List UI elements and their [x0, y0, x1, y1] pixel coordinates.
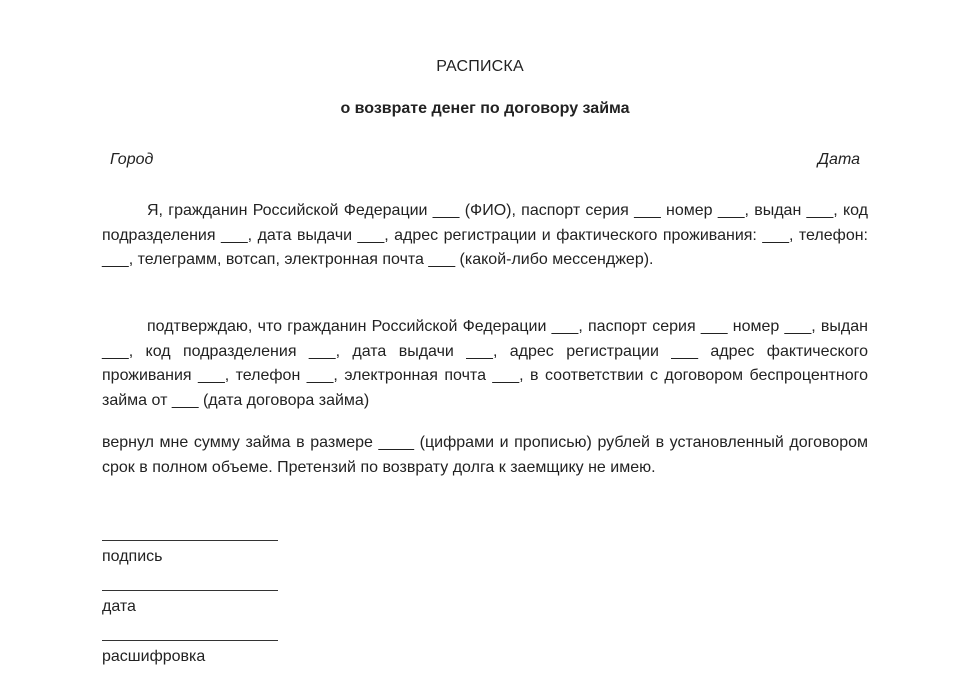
signature-date-label: дата — [102, 598, 136, 615]
document-title: РАСПИСКА — [436, 58, 524, 75]
signature-decoding-label: расшифровка — [102, 648, 206, 665]
signature-decoding-line — [102, 640, 278, 641]
signature-label: подпись — [102, 548, 163, 565]
document-subtitle: о возврате денег по договору займа — [340, 100, 630, 117]
paragraph-lender: Я, гражданин Российской Федерации ___ (ФИО), паспорт серия ___ номер ___, выдан ___, код подразделения ___, дата выдачи ___, адрес регистрации и фактического проживания: ___, телефон: ___, телеграмм, вотсап, электронная почта ___ (какой-либо мессенджер). — [102, 202, 868, 268]
paragraph-confirmation: вернул мне сумму займа в размере ____ (цифрами и прописью) рублей в установленный договором срок в полном объеме. Претензий по возврату долга к заемщику не имею. — [102, 434, 868, 476]
place-label: Город — [110, 151, 154, 168]
date-label: Дата — [817, 151, 860, 168]
signature-line — [102, 540, 278, 541]
paragraph-borrower: подтверждаю, что гражданин Российской Федерации ___, паспорт серия ___ номер ___, выдан ___, код подразделения ___, дата выдачи ___, адрес регистрации ___ адрес фактического проживания ___, телефон ___, электронная почта ___, в соответствии с договором беспроцентного займа от ___ (дата договора займа) — [102, 318, 868, 409]
signature-date-line — [102, 590, 278, 591]
